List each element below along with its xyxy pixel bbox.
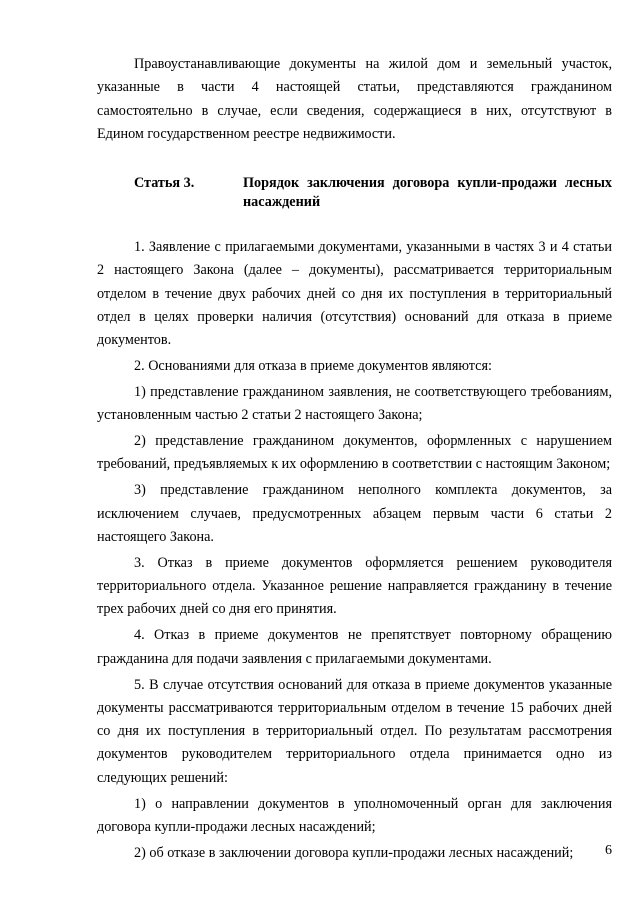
list-item-2-3: 3) представление гражданином неполного комплекта документов, за исключением случаев, предусмотренных абзацем первым части 6 статьи 2 настоящего Закона. — [97, 482, 612, 545]
intro-paragraph-block — [97, 53, 612, 146]
paragraph-2: 2. Основаниями для отказа в приеме документов являются: — [134, 358, 492, 375]
article-heading — [97, 174, 612, 212]
list-item-2-2: 2) представление гражданином документов, оформленных с нарушением требований, предъявляемых к их оформлению в соответствии с настоящим Законом; — [97, 433, 612, 473]
paragraph-5: 5. В случае отсутствия оснований для отказа в приеме документов указанные документы рассматриваются территориальным отделом в течение 15 рабочих дней со дня их поступления в территориальный отдел. По результатам рассмотрения документов руководителем территориального отдела принимается одно из следующих решений: — [97, 676, 612, 786]
page-number: 6 — [605, 843, 612, 858]
paragraph-3: 3. Отказ в приеме документов оформляется решением руководителя территориального отдела. Указанное решение направляется гражданину в течение трех рабочих дней со дня его принятия. — [97, 554, 612, 618]
list-item-2-1: 1) представление гражданином заявления, не соответствующего требованиям, установленным частью 2 статьи 2 настоящего Закона; — [97, 383, 612, 424]
list-item-5-1: 1) о направлении документов в уполномоченный орган для заключения договора купли-продажи лесных насаждений; — [97, 795, 612, 835]
article-title: Порядок заключения договора купли-продажи лесных насаждений — [243, 175, 612, 210]
list-item-5-2: 2) об отказе в заключении договора купли-продажи лесных насаждений; — [134, 844, 574, 861]
intro-paragraph: Правоустанавливающие документы на жилой дом и земельный участок, указанные в части 4 настоящей статьи, представляются гражданином самостоятельно в случае, если сведения, содержащиеся в них, отсутствуют в Едином государственном реестре недвижимости. — [97, 56, 612, 142]
article-body — [97, 236, 612, 865]
paragraph-1: 1. Заявление с прилагаемыми документами, указанными в частях 3 и 4 статьи 2 настоящего Закона (далее – документы), рассматривается территориальным отделом в течение двух рабочих дней со дня их поступления в территориальный отдел в целях проверки наличия (отсутствия) оснований для отказа в приеме документов. — [97, 239, 612, 349]
article-number: Статья 3. — [134, 175, 195, 191]
paragraph-4: 4. Отказ в приеме документов не препятствует повторному обращению гражданина для подачи заявления с прилагаемыми документами. — [97, 627, 612, 667]
